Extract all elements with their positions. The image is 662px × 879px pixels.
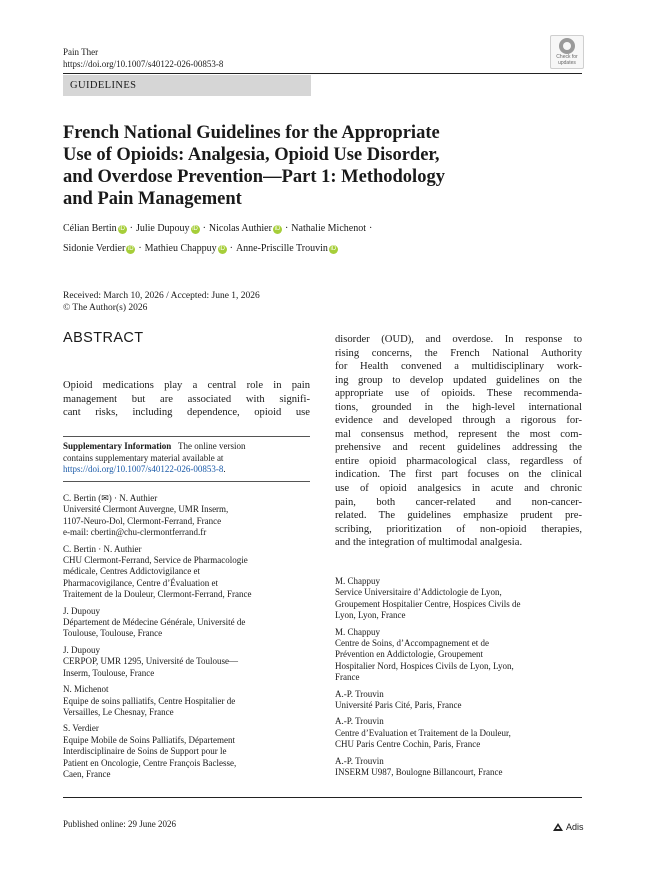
publisher-logo[interactable] (553, 822, 584, 832)
title-line: French National Guidelines for the Appropriate (63, 123, 440, 143)
affiliation-line: Pharmacovigilance, Centre d’Évaluation et (63, 577, 218, 588)
abstract-line: and the integration of multimodal analgesia. (335, 537, 523, 549)
author-list (63, 219, 375, 259)
abstract-heading: ABSTRACT (63, 330, 144, 346)
adis-triangle-icon (553, 823, 563, 831)
affiliation-line: N. Michenot (63, 684, 109, 695)
affiliation-line: INSERM U987, Boulogne Billancourt, France (335, 767, 503, 778)
check-for-updates-badge[interactable] (550, 35, 584, 69)
affiliation-line: Interdisciplinaire de Soins de Support pour le (63, 746, 227, 757)
abstract-line: entire opioid pharmacological class, regardless of (335, 455, 582, 467)
check-updates-icon (559, 38, 575, 54)
author-line-2 (63, 239, 375, 259)
orcid-icon[interactable]: iD (274, 226, 281, 232)
affiliation-line: Traitement de la Douleur, Clermont-Ferrand, France (63, 589, 252, 600)
affiliation-line: Prévention en Addictologie, Groupement (335, 649, 483, 660)
affiliations-rule (63, 481, 310, 482)
affiliations-right (335, 576, 605, 784)
affiliation-line: Université Clermont Auvergne, UMR Inserm, (63, 504, 229, 515)
affiliation-line: CHU Paris Centre Cochin, Paris, France (335, 739, 481, 750)
affiliation-line: A.-P. Trouvin (335, 755, 384, 766)
author-name[interactable]: Célian Bertin (63, 223, 117, 234)
abstract-line: pain, both cancer-related and non-cancer- (335, 496, 582, 508)
supplementary-text: contains supplementary material available at (63, 452, 224, 463)
affiliation-line: A.-P. Trouvin (335, 688, 384, 699)
affiliation-line: S. Verdier (63, 723, 99, 734)
affiliation-line: Service Universitaire d’Addictologie de Lyon, (335, 587, 502, 598)
received-accepted: Received: March 10, 2026 / Accepted: June 1, 2026 (63, 291, 260, 301)
supplementary-line-3 (63, 464, 313, 476)
journal-header (63, 46, 223, 70)
affiliation-line: Département de Médecine Générale, Université de (63, 617, 246, 628)
affiliation-block (335, 576, 605, 622)
abstract-line: for Health convened a multidisciplinary work- (335, 361, 582, 373)
orcid-icon[interactable]: iD (119, 226, 125, 232)
published-date: Published online: 29 June 2026 (63, 819, 176, 829)
affiliation-block (63, 606, 333, 640)
author-line-1 (63, 219, 375, 239)
affiliation-line: CERPOP, UMR 1295, Université de Toulouse— (63, 656, 238, 667)
affiliations-left (63, 493, 333, 785)
affiliation-block (63, 493, 333, 539)
affiliation-line: Versailles, Le Chesnay, France (63, 706, 174, 717)
affiliation-line: Université Paris Cité, Paris, France (335, 700, 462, 711)
affiliation-line: Centre de Soins, d’Accompagnement et de (335, 638, 489, 649)
author-separator: · (202, 223, 206, 234)
section-label: GUIDELINES (63, 75, 311, 96)
abstract-line: Opioid medications play a central role in pain (63, 380, 310, 391)
publisher-name: Adis (566, 822, 584, 832)
abstract-line: indication. The first part focuses on the clinical (335, 469, 582, 481)
abstract-line: rising concerns, the French National Authority (335, 347, 582, 359)
title-line: and Overdose Prevention—Part 1: Methodology (63, 167, 445, 187)
affiliation-line: C. Bertin (✉) · N. Authier (63, 493, 158, 503)
affiliation-line: J. Dupouy (63, 605, 101, 616)
abstract-line: management but are associated with signifi- (63, 393, 310, 405)
affiliation-line: Lyon, Lyon, France (335, 610, 406, 621)
author-separator: · (129, 223, 133, 234)
affiliation-line: Patient en Oncologie, Centre François Baclesse, (63, 757, 237, 768)
orcid-icon[interactable]: iD (192, 226, 198, 232)
abstract-line: ing group to develop updated guidelines on the (335, 374, 582, 386)
supplementary-info (63, 441, 313, 476)
affiliation-line: M. Chappuy (335, 626, 380, 637)
abstract-text-left (63, 379, 310, 420)
abstract-line: appropriate use of opioids. These recommenda- (335, 388, 582, 400)
affiliation-line: CHU Clermont-Ferrand, Service de Pharmacologie (63, 555, 248, 566)
orcid-icon[interactable]: iD (127, 246, 134, 252)
check-updates-line-2: updates (558, 60, 576, 66)
affiliation-line: Hospitalier Nord, Hospices Civils de Lyon, Lyon, (335, 660, 514, 671)
author-separator: · (284, 223, 289, 234)
title-line: Use of Opioids: Analgesia, Opioid Use Disorder, (63, 145, 440, 165)
affiliation-block (63, 544, 333, 601)
affiliation-block (63, 723, 333, 780)
supplementary-label: Supplementary Information (63, 441, 172, 451)
orcid-icon[interactable]: iD (330, 246, 337, 252)
copyright: © The Author(s) 2026 (63, 303, 148, 313)
abstract-line: scribing, prioritization of non-opioid therapies, (335, 523, 582, 535)
affiliation-line: Centre d’Evaluation et Traitement de la Douleur, (335, 727, 511, 738)
article-doi[interactable]: https://doi.org/10.1007/s40122-026-00853-8 (63, 59, 224, 69)
author-name[interactable]: Anne-Priscille Trouvin (235, 243, 328, 254)
abstract-line: mal consensus method, represent the most com- (335, 428, 582, 440)
supplementary-rule (63, 436, 310, 437)
link-suffix: . (223, 464, 226, 474)
supplementary-line-1 (63, 441, 313, 453)
affiliation-block (63, 645, 333, 679)
affiliation-line: 1107-Neuro-Dol, Clermont-Ferrand, France (63, 515, 222, 526)
author-name[interactable]: Mathieu Chappuy (144, 243, 217, 254)
article-dates (63, 290, 260, 314)
abstract-line: prehensive and recent guidelines addressing the (335, 442, 582, 454)
affiliation-line: Inserm, Toulouse, France (63, 667, 155, 678)
affiliation-line: Groupement Hospitalier Centre, Hospices Civils de (335, 598, 521, 609)
affiliation-line: M. Chappuy (335, 576, 380, 586)
orcid-icon[interactable]: iD (219, 246, 225, 252)
abstract-line: cant risks, including dependence, opioid use (63, 407, 310, 419)
supplementary-link[interactable]: https://doi.org/10.1007/s40122-026-00853-8 (63, 464, 224, 474)
affiliation-block (335, 627, 605, 684)
affiliation-line: France (335, 672, 360, 683)
abstract-line: related. The guidelines emphasize prudent pre- (335, 510, 582, 522)
footer-rule (63, 797, 582, 798)
affiliation-line: Equipe Mobile de Soins Palliatifs, Département (63, 734, 235, 745)
author-separator: · (369, 223, 373, 234)
abstract-line: use of opioid analgesics in acute and chronic (335, 483, 582, 495)
author-separator: · (229, 243, 233, 254)
abstract-line: evidence and developed through a rigorous for- (335, 415, 582, 427)
author-separator: · (138, 243, 142, 254)
header-rule (63, 73, 582, 74)
affiliation-line: Caen, France (63, 768, 111, 779)
author-name[interactable]: Sidonie Verdier (63, 243, 126, 254)
affiliation-email[interactable]: e-mail: cbertin@chu-clermontferrand.fr (63, 527, 207, 538)
affiliation-line: C. Bertin · N. Authier (63, 543, 142, 554)
affiliation-line: J. Dupouy (63, 644, 101, 655)
affiliation-line: A.-P. Trouvin (335, 716, 384, 727)
affiliation-line: Toulouse, Toulouse, France (63, 628, 163, 639)
abstract-text-right (335, 333, 582, 550)
affiliation-block (335, 756, 605, 779)
abstract-line: disorder (OUD), and overdose. In response to (335, 334, 582, 345)
affiliation-block (335, 716, 605, 750)
author-name[interactable]: Julie Dupouy (135, 223, 190, 234)
affiliation-line: médicale, Centres Addictovigilance et (63, 566, 200, 577)
journal-name: Pain Ther (63, 47, 99, 57)
check-updates-line-1: Check for (556, 54, 578, 60)
affiliation-block (63, 684, 333, 718)
affiliation-block (335, 689, 605, 712)
author-name[interactable]: Nicolas Authier (208, 223, 272, 234)
affiliation-line: Equipe de soins palliatifs, Centre Hospitalier de (63, 695, 236, 706)
abstract-line: tions, grounded in the high-level international (335, 401, 582, 413)
title-line: and Pain Management (63, 189, 242, 209)
supplementary-text: The online version (178, 441, 246, 451)
author-name[interactable]: Nathalie Michenot (291, 223, 366, 234)
article-title (63, 122, 543, 210)
